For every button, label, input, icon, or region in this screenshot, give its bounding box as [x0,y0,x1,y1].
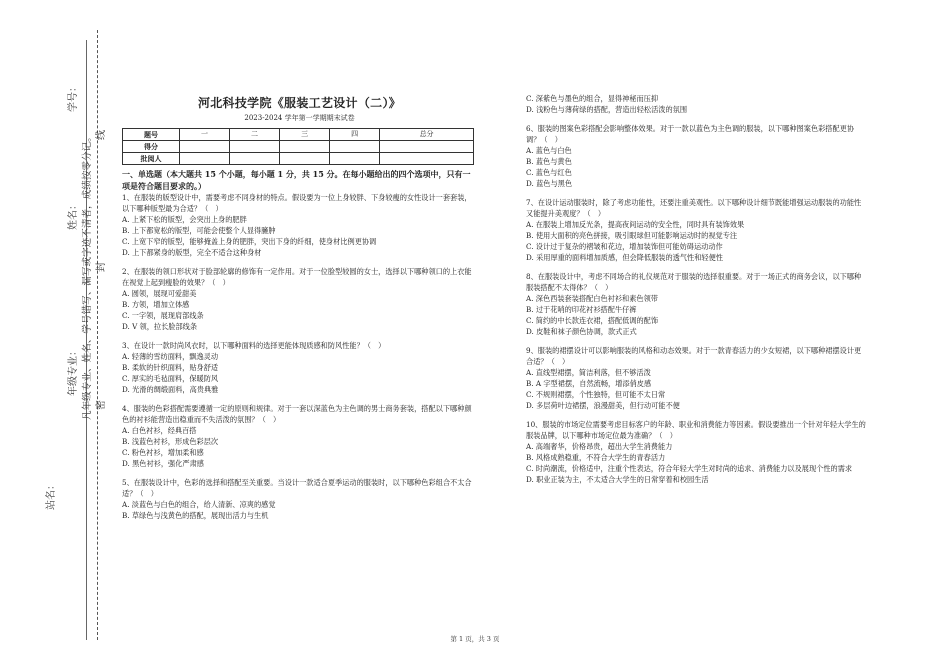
score-table-col: 四 [330,129,380,141]
option-a: A. 轻薄的雪纺面料，飘逸灵动 [122,352,219,361]
option-c: C. 不规则裙摆，个性独特，但可能不太日常 [526,390,666,399]
score-table [122,128,474,165]
option-a: A. 在服装上增加反光条，提高夜间运动的安全性，同时具有装饰效果 [526,220,745,229]
option-d: D. 黑色衬衫，强化严肃感 [122,459,204,468]
option-d: D. 光滑的绸缎面料，高贵典雅 [122,385,219,394]
seal-text-seal: 封 [96,262,107,272]
score-table-col: 二 [230,129,280,141]
option-b: B. 使用大面积的亮色拼接，吸引眼球但可能影响运动时的视觉专注 [526,231,738,240]
option-c: C. 蓝色与红色 [526,168,572,177]
score-cell [180,141,230,153]
question-stem: 7、在设计运动服装时，除了考虑功能性，还要注重美观性。以下哪种设计细节既能增强运动服装的功能性又能提升美观度？（ ） [526,198,862,218]
option-d: D. 浅粉色与薄荷绿的搭配，营造出轻松活泼的氛围 [526,105,688,114]
score-cell [280,141,330,153]
option-d: D. 采用厚重的面料增加质感，但会降低服装的透气性和轻便性 [526,253,723,262]
score-table-col: 总分 [380,129,474,141]
score-table-label: 批阅人 [123,153,180,165]
option-a: A. 圆领，展现可爱甜美 [122,289,197,298]
score-cell [280,153,330,165]
option-c: C. 简约的中长款连衣裙，搭配低调的配饰 [526,316,659,325]
option-b: B. 蓝色与黄色 [526,157,572,166]
score-table-col: 一 [180,129,230,141]
score-table-label: 得分 [123,141,180,153]
question-7 [526,197,866,263]
option-b: B. 柔软的针织面料，贴身舒适 [122,363,219,372]
option-a: A. 白色衬衫，经典百搭 [122,426,197,435]
page-footer: 第 1 页，共 3 页 [450,635,500,643]
option-b: B. 浅蓝色衬衫，形成色彩层次 [122,437,219,446]
score-table-col: 三 [280,129,330,141]
section-heading: 一、单选题（本大题共 15 个小题，每小题 1 分，共 15 分。在每小题给出的四个选项中，只有一项是符合题目要求的。） [122,169,471,191]
question-stem: 6、服装的图案色彩搭配会影响整体效果。对于一款以蓝色为主色调的服装，以下哪种图案色彩搭配更协调？（ ） [526,124,855,144]
option-c: C. 粉色衬衫，增加柔和感 [122,448,204,457]
score-cell [230,153,280,165]
question-stem: 8、在服装设计中，考虑不同场合的礼仪规范对于服装的选择很重要。对于一场正式的商务会议，以下哪种服装搭配不太得体？（ ） [526,272,862,292]
score-cell [330,141,380,153]
question-stem: 2、在服装的领口形状对于脸部轮廓的修饰有一定作用。对于一位脸型较圆的女士，选择以下哪种领口的上衣能在视觉上起到瘦脸的效果？（ ） [122,267,472,287]
question-stem: 10、服装的市场定位需要考虑目标客户的年龄、职业和消费能力等因素。假设要推出一个针对年轻大学生的服装品牌，以下哪种市场定位最为准确？（ ） [526,420,866,440]
option-c: C. 时尚潮流，价格适中，注重个性表达，符合年轻大学生对时尚的追求、消费能力以及展现个性的需求 [526,464,853,473]
dashed-cut-line [97,30,98,640]
score-cell [380,153,474,165]
question-5 [122,477,477,521]
exam-title: 河北科技学院《服装工艺设计（二）》 [197,96,402,110]
score-cell [230,141,280,153]
question-stem: 9、服装的裙摆设计可以影响服装的风格和动态效果。对于一款青春活力的少女短裙，以下哪种裙摆设计更合适？（ ） [526,346,862,366]
option-b: B. A 字型裙摆，自然流畅，增添俏皮感 [526,379,652,388]
binding-notice: 凡年级专业、姓名、学号错写、漏写或字迹不清者，成绩按零分记。 [82,132,93,420]
option-b: B. 风格成熟稳重，不符合大学生的青春活力 [526,453,666,462]
question-stem: 3、在设计一款时尚风衣时，以下哪种面料的选择更能体现质感和防风性能？（ ） [122,341,386,350]
question-8 [526,271,866,337]
option-d: D. 多层荷叶边裙摆，浪漫甜美，但行动可能不便 [526,401,680,410]
center-label: 站名： [46,480,57,510]
option-c: C. 厚实的毛毡面料，保暖防风 [122,374,219,383]
seal-text-secret: 密 [96,400,107,410]
question-9 [526,345,866,411]
student-id-label: 学号： [68,82,79,112]
option-d: D. 皮鞋和袜子颜色协调，款式正式 [526,327,637,336]
question-4 [122,403,477,469]
question-stem: 1、在服装的版型设计中，需要考虑不同身材的特点。假设要为一位上身较胖、下身较瘦的女性设计一套套装，以下哪种版型最为合适？（ ） [122,193,472,213]
exam-subtitle: 2023-2024 学年第一学期期末试卷 [244,114,355,122]
option-c: C. 上宽下窄的版型，能够掩盖上身的肥胖，突出下身的纤细，使身材比例更协调 [122,237,377,246]
option-a: A. 深色西装套装搭配白色衬衫和素色领带 [526,294,658,303]
option-a: A. 高端奢华，价格昂贵，超出大学生消费能力 [526,442,673,451]
option-c: C. 设计过于复杂的褶皱和花边，增加装饰但可能妨碍运动动作 [526,242,723,251]
option-b: B. 方领，增加立体感 [122,300,190,309]
option-c: C. 深紫色与墨色的组合，显得神秘而压抑 [526,94,659,103]
binding-strip [0,0,110,672]
right-column [526,0,866,485]
option-d: D. 职业正装为主，不太适合大学生的日常穿着和校园生活 [526,475,709,484]
option-a: A. 蓝色与白色 [526,146,572,155]
option-c: C. 一字领，展现肩部线条 [122,311,204,320]
question-1 [122,192,477,258]
seal-text-line: 线 [96,130,107,140]
class-label: 年级专业： [68,346,79,396]
option-b: B. 草绿色与浅黄色的搭配，展现出活力与生机 [122,511,269,520]
question-10 [526,419,866,485]
option-a: A. 淡蓝色与白色的组合，给人清新、凉爽的感觉 [122,500,276,509]
score-cell [180,153,230,165]
option-d: D. V 领，拉长脸部线条 [122,322,198,331]
option-a: A. 上紧下松的版型，会突出上身的肥胖 [122,215,247,224]
score-cell [330,153,380,165]
question-stem: 4、服装的色彩搭配需要遵循一定的原则和规律。对于一套以深蓝色为主色调的男士商务套装，搭配以下哪种颜色的衬衫能营造出稳重而不失活泼的氛围？（ ） [122,404,472,424]
option-b: B. 过于花哨的印花衬衫搭配牛仔裤 [526,305,637,314]
question-6 [526,123,866,189]
option-d: D. 上下都紧身的版型，完全不适合这种身材 [122,248,262,257]
option-b: B. 上下都宽松的版型，可能会使整个人显得臃肿 [122,226,276,235]
question-3 [122,340,477,395]
question-stem: 5、在服装设计中，色彩的选择和搭配至关重要。当设计一款适合夏季运动的服装时，以下哪种色彩组合不太合适？（ ） [122,478,472,498]
score-cell [380,141,474,153]
option-a: A. 直线型裙摆，简洁利落，但不够活泼 [526,368,651,377]
question-2 [122,266,477,332]
question-5-continued [526,93,866,115]
name-label: 姓名： [68,200,79,230]
score-table-label: 题号 [123,129,180,141]
left-column [122,0,477,521]
option-d: D. 蓝色与黑色 [526,179,573,188]
